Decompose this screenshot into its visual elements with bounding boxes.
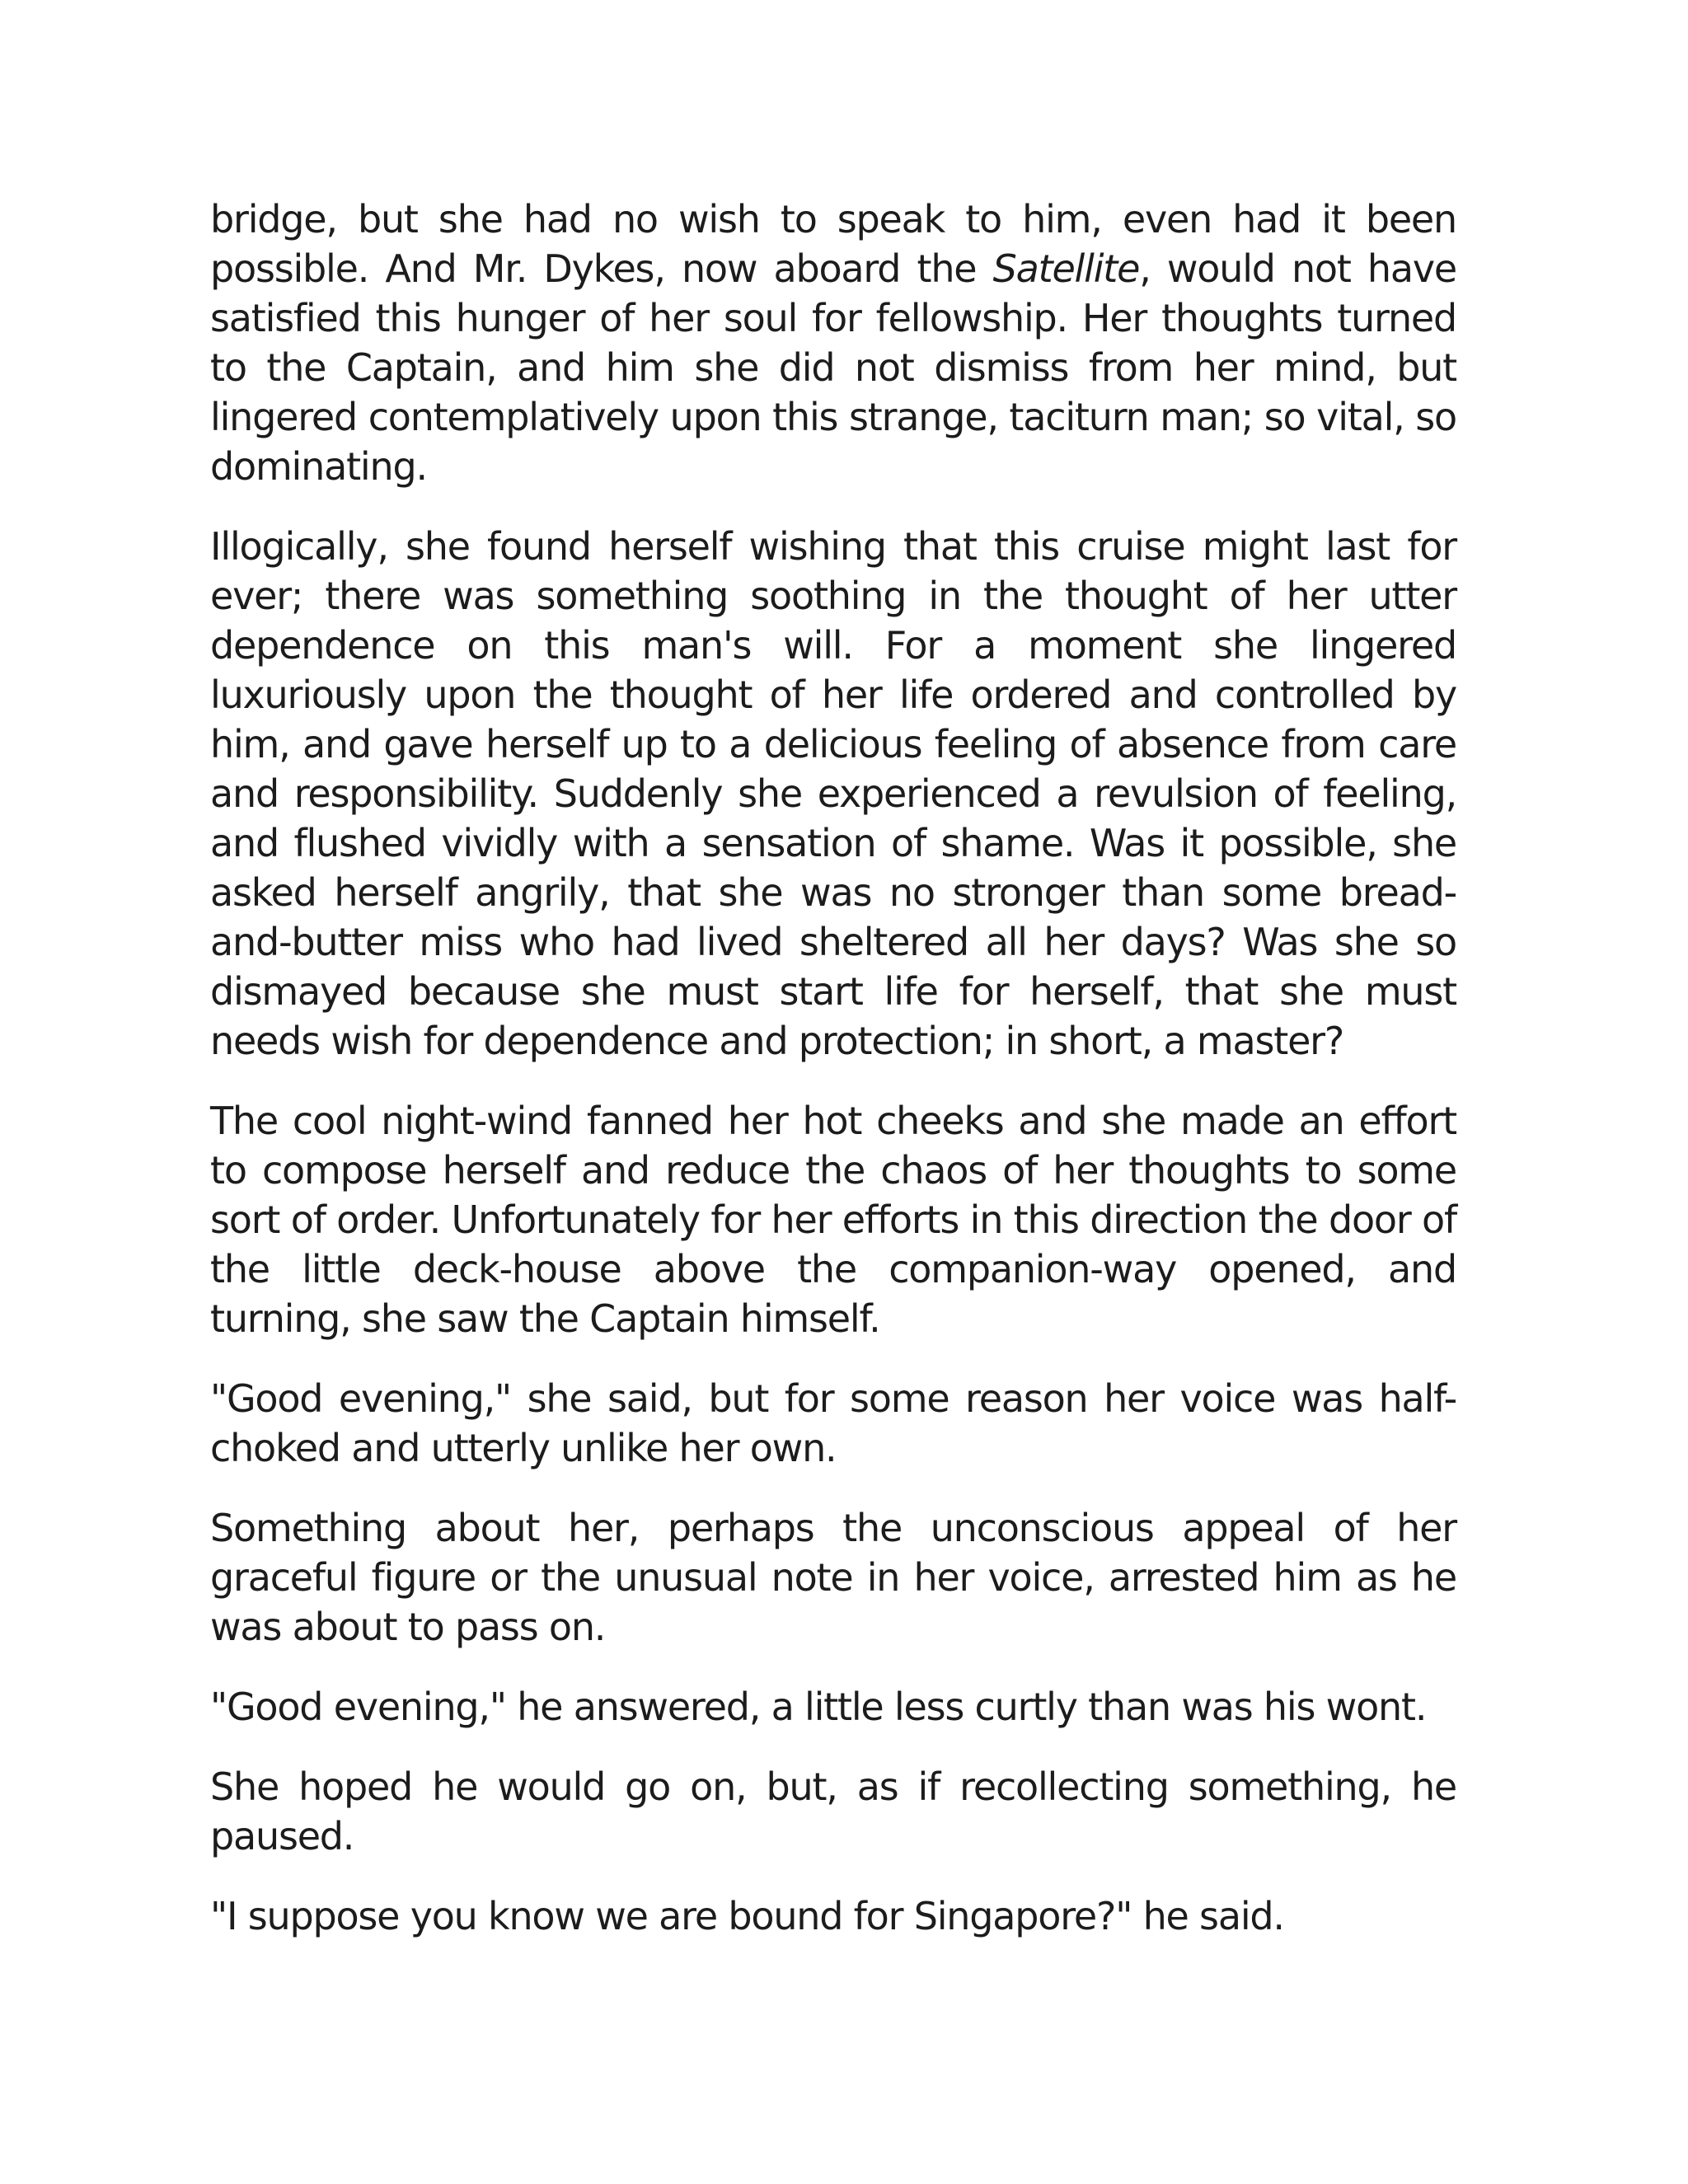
paragraph-7: She hoped he would go on, but, as if recollecting something, he paused. [210, 1765, 1456, 1858]
paragraph-8: "I suppose you know we are bound for Singapore?" he said. [210, 1894, 1284, 1938]
book-page [210, 194, 1456, 1971]
paragraph-1 [210, 194, 1456, 491]
paragraph-5: Something about her, perhaps the unconscious appeal of her graceful figure or the unusual note in her voice, arrested him as he was about to pass on. [210, 1506, 1456, 1649]
paragraph-3: The cool night-wind fanned her hot cheeks and she made an effort to compose herself and reduce the chaos of her thoughts to some sort of order. Unfortunately for her efforts in this direction the door of the little deck-house above the companion-way opened, and turning, she saw the Captain himself. [210, 1099, 1456, 1341]
paragraph-1-text-end: , would not have satisfied this hunger of her soul for fellowship. Her thoughts turned to the Captain, and him she did not dismiss from her mind, but lingered contemplatively upon this strange, taciturn man; so vital, so dominating. [210, 246, 1456, 489]
paragraph-2: Illogically, she found herself wishing that this cruise might last for ever; there was something soothing in the thought of her utter dependence on this man's will. For a moment she lingered luxuriously upon the thought of her life ordered and controlled by him, and gave herself up to a delicious feeling of absence from care and responsibility. Suddenly she experienced a revulsion of feeling, and flushed vividly with a sensation of shame. Was it possible, she asked herself angrily, that she was no stronger than some bread-and-butter miss who had lived sheltered all her days? Was she so dismayed because she must start life for herself, that she must needs wish for dependence and protection; in short, a master? [210, 524, 1456, 1063]
ship-name: Satellite [992, 246, 1140, 291]
paragraph-1-text-start: bridge, but she had no wish to speak to him, even had it been possible. And Mr. Dykes, now aboard the [210, 197, 1456, 291]
paragraph-4: "Good evening," she said, but for some reason her voice was half-choked and utterly unlike her own. [210, 1376, 1456, 1470]
paragraph-6: "Good evening," he answered, a little less curtly than was his wont. [210, 1685, 1427, 1729]
